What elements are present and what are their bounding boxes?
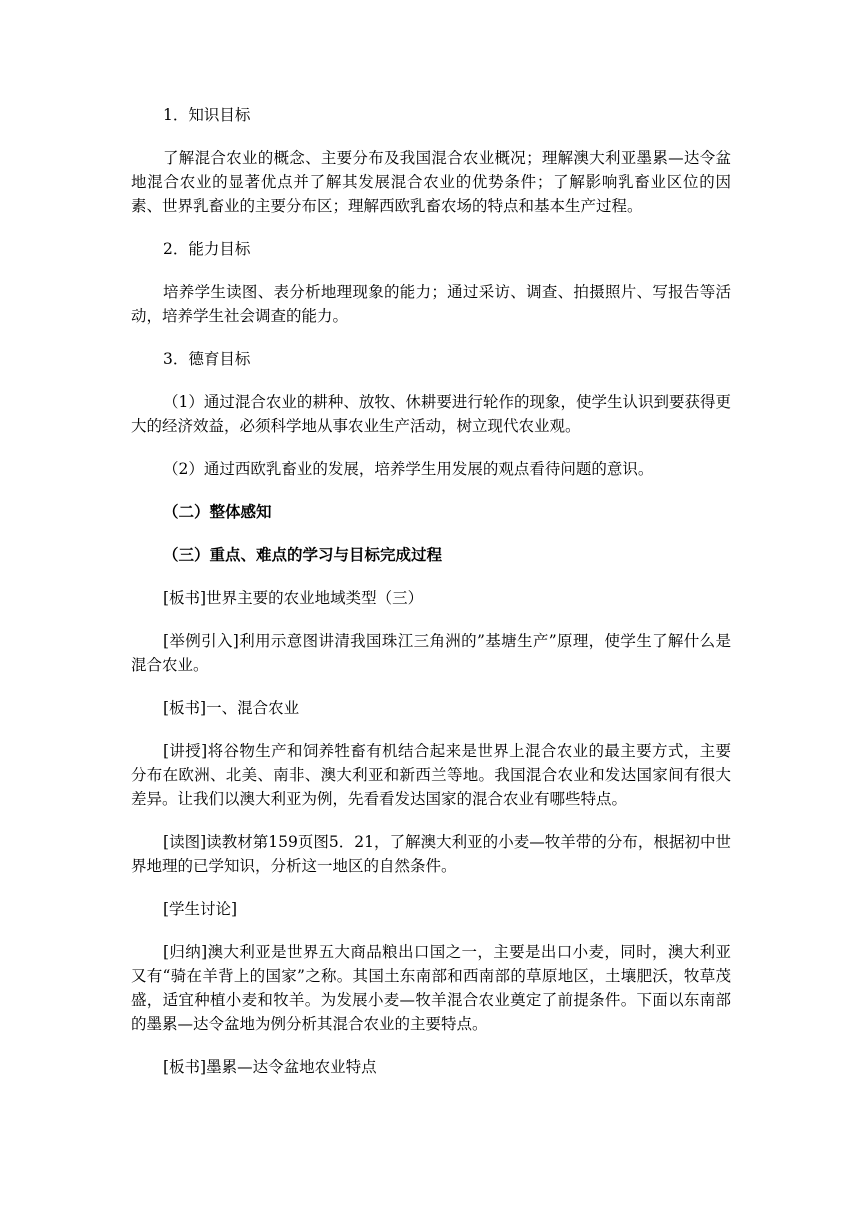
paragraph-moral-goal-item-1: （1）通过混合农业的耕种、放牧、休耕要进行轮作的现象，使学生认识到要获得更大的经济效益，必须科学地从事农业生产活动，树立现代农业观。 [131,393,731,435]
section-heading-key-points: （三）重点、难点的学习与目标完成过程 [163,545,443,564]
paragraph-lecture: [讲授]将谷物生产和饲养牲畜有机结合起来是世界上混合农业的最主要方式，主要分布在欧洲、北美、南非、澳大利亚和新西兰等地。我国混合农业和发达国家间有很大差异。让我们以澳大利亚为例，先看看发达国家的混合农业有哪些特点。 [131,742,731,808]
paragraph-moral-goal-item-2: （2）通过西欧乳畜业的发展，培养学生用发展的观点看待问题的意识。 [163,460,654,478]
paragraph-board-mixed-farming: [板书]一、混合农业 [163,699,300,717]
paragraph-knowledge-goal-body: 了解混合农业的概念、主要分布及我国混合农业概况；理解澳大利亚墨累—达令盆地混合农业的显著优点并了解其发展混合农业的优势条件；了解影响乳畜业区位的因素、世界乳畜业的主要分布区；理解西欧乳畜农场的特点和基本生产过程。 [131,149,731,215]
paragraph-summary: [归纳]澳大利亚是世界五大商品粮出口国之一，主要是出口小麦，同时，澳大利亚又有“骑在羊背上的国家”之称。其国土东南部和西南部的草原地区，土壤肥沃，牧草茂盛，适宜种植小麦和牧羊。为发展小麦—牧羊混合农业奠定了前提条件。下面以东南部的墨累—达令盆地为例分析其混合农业的主要特点。 [131,943,731,1033]
section-heading-overall-perception: （二）整体感知 [163,502,272,521]
document-page [131,103,731,1098]
paragraph-board-basin-features: [板书]墨累—达令盆地农业特点 [163,1058,377,1076]
paragraph-board-title: [板书]世界主要的农业地域类型（三） [163,589,424,607]
paragraph-example-intro: [举例引入]利用示意图讲清我国珠江三角洲的”基塘生产”原理，使学生了解什么是混合农业。 [131,632,731,674]
paragraph-read-map: [读图]读教材第159页图5．21，了解澳大利亚的小麦—牧羊带的分布，根据初中世界地理的已学知识，分析这一地区的自然条件。 [131,833,731,875]
paragraph-knowledge-goal-heading: 1．知识目标 [163,106,251,124]
paragraph-ability-goal-body: 培养学生读图、表分析地理现象的能力；通过采访、调查、拍摄照片、写报告等活动，培养学生社会调查的能力。 [131,283,731,325]
paragraph-student-discussion: [学生讨论] [163,900,238,918]
paragraph-moral-goal-heading: 3．德育目标 [163,350,251,368]
paragraph-ability-goal-heading: 2．能力目标 [163,240,251,258]
